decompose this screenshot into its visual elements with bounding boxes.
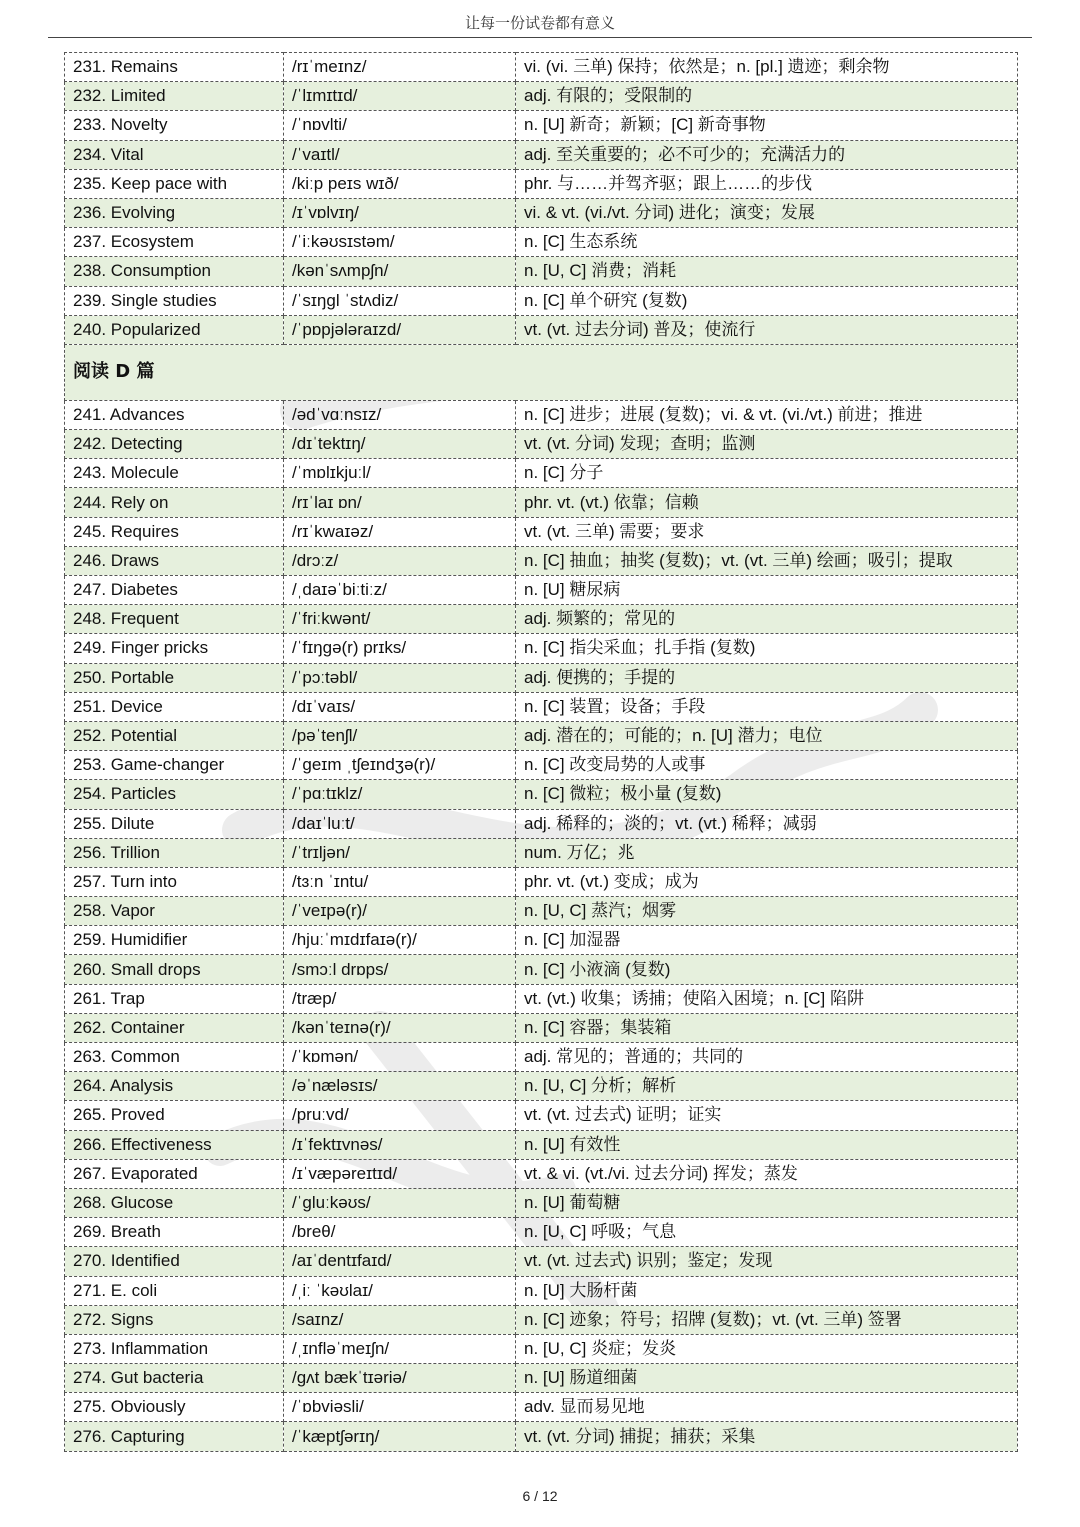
vocab-meaning: n. [C] 单个研究 (复数) [516,286,1018,315]
vocab-word: 261. Trap [65,984,284,1013]
vocab-meaning: num. 万亿；兆 [516,838,1018,867]
table-row [65,1393,1018,1422]
vocab-phonetic: /ˈkɒmən/ [284,1043,516,1072]
vocab-phonetic: /ˈɒbviəsli/ [284,1393,516,1422]
vocab-phonetic: /ədˈvɑːnsɪz/ [284,400,516,429]
table-row [65,897,1018,926]
section-heading: 阅读 D 篇 [65,344,1018,400]
vocab-meaning: n. [U, C] 分析；解析 [516,1072,1018,1101]
vocab-meaning: n. [U, C] 炎症；发炎 [516,1334,1018,1363]
vocab-word: 240. Popularized [65,315,284,344]
vocab-word: 264. Analysis [65,1072,284,1101]
vocab-word: 256. Trillion [65,838,284,867]
vocab-word: 248. Frequent [65,605,284,634]
vocab-phonetic: /dɪˈtektɪŋ/ [284,430,516,459]
header-divider [48,37,1032,38]
vocab-phonetic: /smɔːl drɒps/ [284,955,516,984]
vocab-meaning: n. [U] 有效性 [516,1130,1018,1159]
vocab-meaning: n. [U, C] 消费；消耗 [516,257,1018,286]
table-row [65,1013,1018,1042]
vocab-word: 247. Diabetes [65,576,284,605]
vocab-word: 232. Limited [65,82,284,111]
page-header-title: 让每一份试卷都有意义 [464,14,615,32]
vocab-meaning: adj. 有限的；受限制的 [516,82,1018,111]
vocab-meaning: phr. 与……并驾齐驱；跟上……的步伐 [516,169,1018,198]
table-row [65,315,1018,344]
vocab-word: 242. Detecting [65,430,284,459]
vocab-word: 262. Container [65,1013,284,1042]
table-row [65,1218,1018,1247]
vocab-word: 251. Device [65,692,284,721]
table-row [65,984,1018,1013]
table-row [65,400,1018,429]
vocab-meaning: n. [C] 指尖采血；扎手指 (复数) [516,634,1018,663]
vocab-phonetic: /ˈveɪpə(r)/ [284,897,516,926]
vocab-word: 250. Portable [65,663,284,692]
table-row [65,517,1018,546]
table-row [65,140,1018,169]
vocab-word: 249. Finger pricks [65,634,284,663]
vocab-phonetic: /ˈɡeɪm ˌtʃeɪndʒə(r)/ [284,751,516,780]
vocab-phonetic: /rɪˈkwaɪəz/ [284,517,516,546]
vocab-word: 235. Keep pace with [65,169,284,198]
vocab-meaning: n. [C] 抽血；抽奖 (复数)；vt. (vt. 三单) 绘画；吸引；提取 [516,546,1018,575]
vocab-meaning: adj. 常见的；普通的；共同的 [516,1043,1018,1072]
table-row [65,430,1018,459]
vocab-meaning: n. [C] 迹象；符号；招牌 (复数)；vt. (vt. 三单) 签署 [516,1305,1018,1334]
vocab-meaning: adj. 稀释的；淡的；vt. (vt.) 稀释；减弱 [516,809,1018,838]
vocab-phonetic: /pruːvd/ [284,1101,516,1130]
table-row [65,1276,1018,1305]
table-row [65,751,1018,780]
table-row [65,1072,1018,1101]
vocab-word: 253. Game-changer [65,751,284,780]
table-row [65,1364,1018,1393]
vocab-meaning: n. [U] 葡萄糖 [516,1188,1018,1217]
table-row [65,838,1018,867]
vocab-word: 269. Breath [65,1218,284,1247]
table-row [65,53,1018,82]
vocab-meaning: vt. (vt. 分词) 发现；查明；监测 [516,430,1018,459]
vocab-phonetic: /ɪˈvɒlvɪŋ/ [284,198,516,227]
vocab-word: 237. Ecosystem [65,228,284,257]
vocab-meaning: vt. (vt. 过去式) 证明；证实 [516,1101,1018,1130]
vocab-phonetic: /ˈsɪŋgl ˈstʌdiz/ [284,286,516,315]
vocab-phonetic: /ˈpɑːtɪklz/ [284,780,516,809]
vocab-phonetic: /ˈiːkəʊsɪstəm/ [284,228,516,257]
table-row [65,605,1018,634]
vocab-phonetic: /ˈnɒvlti/ [284,111,516,140]
vocab-word: 270. Identified [65,1247,284,1276]
vocab-phonetic: /pəˈtenʃl/ [284,721,516,750]
vocab-meaning: n. [C] 加湿器 [516,926,1018,955]
vocab-phonetic: /ˌɪnfləˈmeɪʃn/ [284,1334,516,1363]
vocab-phonetic: /ˈpɔːtəbl/ [284,663,516,692]
vocab-phonetic: /ˈɡluːkəʊs/ [284,1188,516,1217]
vocab-phonetic: /ˌiː ˈkəʊlaɪ/ [284,1276,516,1305]
table-row [65,1159,1018,1188]
table-row [65,955,1018,984]
vocab-meaning: vt. (vt. 过去式) 识别；鉴定；发现 [516,1247,1018,1276]
vocab-word: 252. Potential [65,721,284,750]
table-row [65,488,1018,517]
table-row [65,1043,1018,1072]
table-row [65,169,1018,198]
vocab-phonetic: /ˈlɪmɪtɪd/ [284,82,516,111]
vocab-phonetic: /drɔːz/ [284,546,516,575]
vocab-word: 260. Small drops [65,955,284,984]
vocab-phonetic: /ɪˈvæpəreɪtɪd/ [284,1159,516,1188]
vocab-word: 263. Common [65,1043,284,1072]
vocab-phonetic: /kənˈteɪnə(r)/ [284,1013,516,1042]
vocab-phonetic: /ˈkæptʃərɪŋ/ [284,1422,516,1451]
vocab-meaning: n. [C] 改变局势的人或事 [516,751,1018,780]
table-row [65,721,1018,750]
vocab-phonetic: /ɡʌt bækˈtɪəriə/ [284,1364,516,1393]
vocab-word: 255. Dilute [65,809,284,838]
vocab-phonetic: /hjuːˈmɪdɪfaɪə(r)/ [284,926,516,955]
vocab-phonetic: /ˈtrɪljən/ [284,838,516,867]
table-row [65,576,1018,605]
vocab-meaning: vt. & vi. (vt./vi. 过去分词) 挥发；蒸发 [516,1159,1018,1188]
vocab-word: 246. Draws [65,546,284,575]
vocab-word: 239. Single studies [65,286,284,315]
table-row [65,198,1018,227]
vocab-meaning: vt. (vt. 过去分词) 普及；使流行 [516,315,1018,344]
vocab-meaning: adj. 便携的；手提的 [516,663,1018,692]
vocab-phonetic: /saɪnz/ [284,1305,516,1334]
vocab-meaning: n. [U] 糖尿病 [516,576,1018,605]
vocab-meaning: n. [C] 微粒；极小量 (复数) [516,780,1018,809]
vocab-meaning: vt. (vt. 分词) 捕捉；捕获；采集 [516,1422,1018,1451]
vocab-phonetic: /ˈvaɪtl/ [284,140,516,169]
vocab-meaning: n. [C] 装置；设备；手段 [516,692,1018,721]
vocab-word: 241. Advances [65,400,284,429]
vocab-meaning: n. [C] 容器；集装箱 [516,1013,1018,1042]
vocab-meaning: phr. vt. (vt.) 依靠；信赖 [516,488,1018,517]
table-row [65,459,1018,488]
vocab-phonetic: /aɪˈdentɪfaɪd/ [284,1247,516,1276]
vocab-phonetic: /kiːp peɪs wɪð/ [284,169,516,198]
table-row [65,546,1018,575]
vocab-phonetic: /əˈnæləsɪs/ [284,1072,516,1101]
table-row [65,1247,1018,1276]
vocab-phonetic: /ˈmɒlɪkjuːl/ [284,459,516,488]
vocab-phonetic: /rɪˈmeɪnz/ [284,53,516,82]
vocab-word: 265. Proved [65,1101,284,1130]
vocab-word: 268. Glucose [65,1188,284,1217]
table-row [65,1188,1018,1217]
vocab-phonetic: /daɪˈluːt/ [284,809,516,838]
table-row [65,692,1018,721]
vocab-word: 244. Rely on [65,488,284,517]
vocab-word: 273. Inflammation [65,1334,284,1363]
vocab-meaning: adj. 潜在的；可能的；n. [U] 潜力；电位 [516,721,1018,750]
vocab-word: 231. Remains [65,53,284,82]
vocab-phonetic: /ɪˈfektɪvnəs/ [284,1130,516,1159]
table-row [65,663,1018,692]
vocab-phonetic: /kənˈsʌmpʃn/ [284,257,516,286]
vocab-word: 276. Capturing [65,1422,284,1451]
table-row [65,1130,1018,1159]
vocab-word: 254. Particles [65,780,284,809]
vocab-word: 257. Turn into [65,867,284,896]
vocab-word: 245. Requires [65,517,284,546]
vocab-meaning: vi. & vt. (vi./vt. 分词) 进化；演变；发展 [516,198,1018,227]
vocab-meaning: vt. (vt.) 收集；诱捕；使陷入困境；n. [C] 陷阱 [516,984,1018,1013]
vocab-phonetic: /ˈfriːkwənt/ [284,605,516,634]
vocab-word: 271. E. coli [65,1276,284,1305]
vocab-word: 259. Humidifier [65,926,284,955]
vocab-word: 236. Evolving [65,198,284,227]
vocab-meaning: adj. 频繁的；常见的 [516,605,1018,634]
vocab-meaning: n. [U] 新奇；新颖；[C] 新奇事物 [516,111,1018,140]
vocab-meaning: vi. (vi. 三单) 保持；依然是；n. [pl.] 遗迹；剩余物 [516,53,1018,82]
vocab-phonetic: /rɪˈlaɪ ɒn/ [284,488,516,517]
vocab-word: 272. Signs [65,1305,284,1334]
table-row [65,634,1018,663]
vocab-phonetic: /ˈfɪŋgə(r) prɪks/ [284,634,516,663]
table-row [65,780,1018,809]
vocab-meaning: n. [C] 小液滴 (复数) [516,955,1018,984]
vocab-phonetic: /ˌdaɪəˈbiːtiːz/ [284,576,516,605]
vocabulary-table [64,52,1018,1452]
vocab-meaning: phr. vt. (vt.) 变成；成为 [516,867,1018,896]
page-number: 6 / 12 [522,1488,558,1504]
table-row [65,1101,1018,1130]
vocab-meaning: n. [U] 大肠杆菌 [516,1276,1018,1305]
table-row [65,286,1018,315]
vocab-phonetic: /tɜːn ˈɪntu/ [284,867,516,896]
vocab-meaning: adv. 显而易见地 [516,1393,1018,1422]
vocab-meaning: n. [C] 进步；进展 (复数)；vi. & vt. (vi./vt.) 前进；推进 [516,400,1018,429]
table-row [65,1334,1018,1363]
vocab-meaning: n. [U] 肠道细菌 [516,1364,1018,1393]
vocab-word: 233. Novelty [65,111,284,140]
table-row [65,82,1018,111]
vocab-word: 234. Vital [65,140,284,169]
table-row [65,867,1018,896]
vocab-meaning: n. [C] 生态系统 [516,228,1018,257]
table-row [65,257,1018,286]
vocab-word: 275. Obviously [65,1393,284,1422]
vocab-word: 243. Molecule [65,459,284,488]
vocab-phonetic: /dɪˈvaɪs/ [284,692,516,721]
vocab-meaning: n. [C] 分子 [516,459,1018,488]
vocab-word: 258. Vapor [65,897,284,926]
table-row [65,111,1018,140]
table-row [65,228,1018,257]
vocab-meaning: vt. (vt. 三单) 需要；要求 [516,517,1018,546]
vocab-meaning: n. [U, C] 蒸汽；烟雾 [516,897,1018,926]
vocab-meaning: n. [U, C] 呼吸；气息 [516,1218,1018,1247]
table-row [65,926,1018,955]
table-row [65,1422,1018,1451]
section-heading-row [65,344,1018,400]
vocab-phonetic: /breθ/ [284,1218,516,1247]
vocab-word: 238. Consumption [65,257,284,286]
vocab-word: 274. Gut bacteria [65,1364,284,1393]
vocab-word: 266. Effectiveness [65,1130,284,1159]
table-row [65,809,1018,838]
vocab-phonetic: /træp/ [284,984,516,1013]
vocab-word: 267. Evaporated [65,1159,284,1188]
vocab-phonetic: /ˈpɒpjələraɪzd/ [284,315,516,344]
table-row [65,1305,1018,1334]
vocab-meaning: adj. 至关重要的；必不可少的；充满活力的 [516,140,1018,169]
